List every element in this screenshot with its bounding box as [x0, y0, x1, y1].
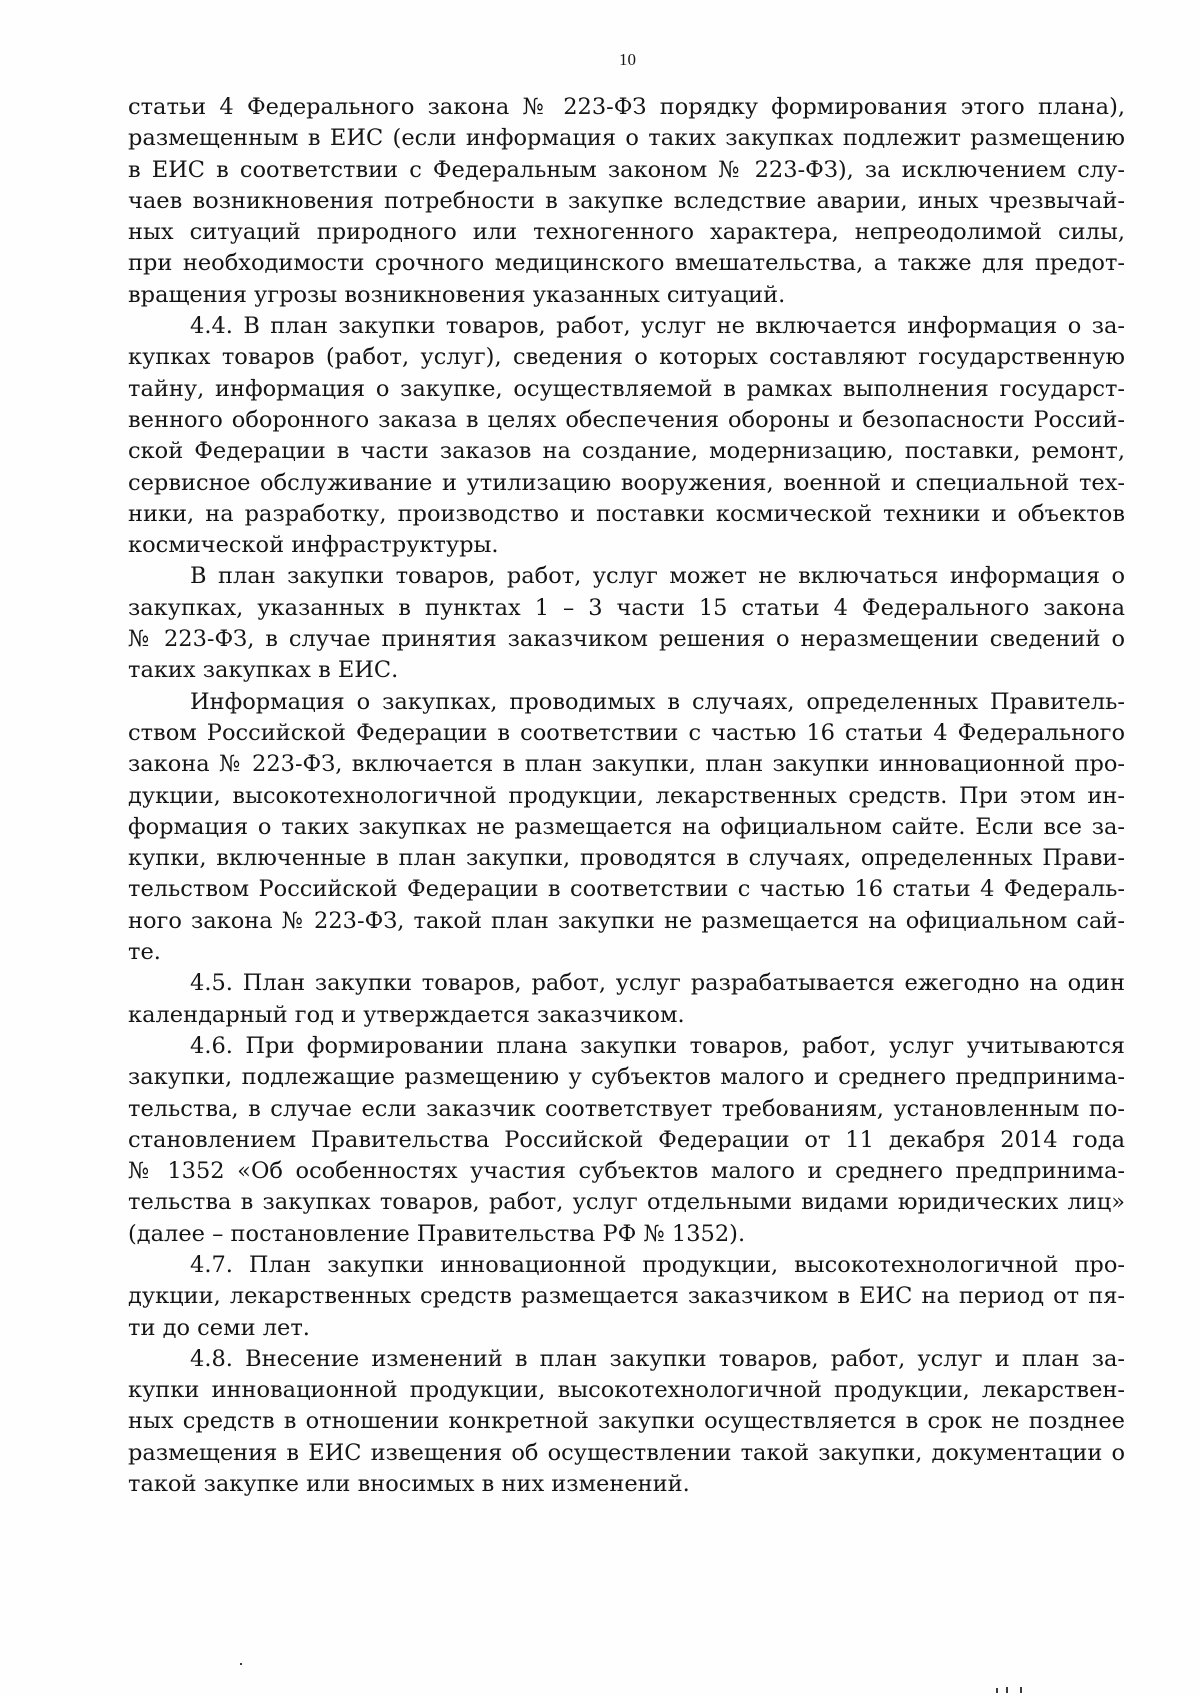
- text-line: ники, на разработку, производство и поставки космической техники и объектов: [128, 500, 1125, 527]
- text-line: ного закона № 223-ФЗ, такой план закупки не размещается на официальном сай-: [128, 907, 1125, 934]
- text-line: чаев возникновения потребности в закупке вследствие аварии, иных чрезвычай-: [128, 187, 1125, 214]
- paragraph-clause-4-7: [128, 1250, 1125, 1344]
- text-line: ской Федерации в части заказов на создание, модернизацию, поставки, ремонт,: [128, 438, 1125, 465]
- text-line: закупки, подлежащие размещению у субъектов малого и среднего предпринима-: [128, 1064, 1125, 1091]
- text-line: при необходимости срочного медицинского вмешательства, а также для предот-: [128, 250, 1125, 277]
- scan-speck: [1006, 1687, 1008, 1693]
- text-line: закупках, указанных в пунктах 1 – 3 части 15 статьи 4 Федерального закона: [128, 594, 1125, 621]
- text-line: вращения угрозы возникновения указанных ситуаций.: [128, 281, 786, 308]
- text-line: размещенным в ЕИС (если информация о таких закупках подлежит размещению: [128, 125, 1125, 152]
- text-line: № 1352 «Об особенностях участия субъектов малого и среднего предпринима-: [128, 1158, 1125, 1185]
- text-line: В план закупки товаров, работ, услуг может не включаться информация о: [190, 563, 1125, 590]
- text-line: закона № 223-ФЗ, включается в план закупки, план закупки инновационной про-: [128, 751, 1125, 778]
- text-line: дукции, лекарственных средств размещается заказчиком в ЕИС на период от пя-: [128, 1283, 1125, 1310]
- text-line: № 223-ФЗ, в случае принятия заказчиком решения о неразмещении сведений о: [128, 626, 1125, 653]
- text-line: ти до семи лет.: [128, 1314, 310, 1341]
- scan-speck: [1020, 1687, 1022, 1693]
- text-line: (далее – постановление Правительства РФ № 1352).: [128, 1220, 746, 1247]
- page-number: 10: [619, 50, 636, 69]
- text-line: такой закупке или вносимых в них изменений.: [128, 1471, 690, 1498]
- text-line: ных ситуаций природного или техногенного характера, непреодолимой силы,: [128, 219, 1125, 246]
- text-line: 4.6. При формировании плана закупки товаров, работ, услуг учитываются: [190, 1032, 1125, 1059]
- paragraph-clause-4-5: [128, 968, 1125, 1031]
- paragraph-clause-4-4-part-3: [128, 687, 1125, 969]
- paragraph-clause-4-8: [128, 1344, 1125, 1500]
- text-line: тельством Российской Федерации в соответствии с частью 16 статьи 4 Федераль-: [128, 876, 1125, 903]
- text-line: формация о таких закупках не размещается на официальном сайте. Если все за-: [128, 813, 1125, 840]
- document-body: [128, 92, 1125, 1500]
- text-line: статьи 4 Федерального закона № 223-ФЗ порядку формирования этого плана),: [128, 94, 1125, 120]
- text-line: ных средств в отношении конкретной закупки осуществляется в срок не позднее: [128, 1408, 1125, 1435]
- text-line: таких закупках в ЕИС.: [128, 657, 399, 684]
- text-line: становлением Правительства Российской Федерации от 11 декабря 2014 года: [128, 1126, 1125, 1153]
- text-line: в ЕИС в соответствии с Федеральным законом № 223-ФЗ), за исключением слу-: [128, 156, 1125, 183]
- text-line: венного оборонного заказа в целях обеспечения обороны и безопасности Россий-: [128, 406, 1125, 433]
- text-line: те.: [128, 939, 161, 966]
- text-line: размещения в ЕИС извещения об осуществлении такой закупки, документации о: [128, 1439, 1125, 1466]
- text-line: космической инфраструктуры.: [128, 532, 499, 559]
- text-line: дукции, высокотехнологичной продукции, лекарственных средств. При этом ин-: [128, 782, 1125, 809]
- paragraph-continuation-4-3: [128, 92, 1125, 311]
- text-line: 4.4. В план закупки товаров, работ, услуг не включается информация о за-: [190, 313, 1125, 340]
- scan-speck: [996, 1688, 998, 1693]
- text-line: купки инновационной продукции, высокотехнологичной продукции, лекарствен-: [128, 1377, 1125, 1404]
- text-line: тайну, информация о закупке, осуществляемой в рамках выполнения государст-: [128, 375, 1125, 402]
- text-line: купках товаров (работ, услуг), сведения о которых составляют государственную: [128, 344, 1125, 371]
- text-line: тельства в закупках товаров, работ, услуг отдельными видами юридических лиц»: [128, 1189, 1125, 1216]
- text-line: 4.7. План закупки инновационной продукции, высокотехнологичной про-: [190, 1251, 1125, 1278]
- text-line: тельства, в случае если заказчик соответствует требованиям, установленным по-: [128, 1095, 1125, 1122]
- text-line: ством Российской Федерации в соответствии с частью 16 статьи 4 Федерального: [128, 719, 1125, 746]
- paragraph-clause-4-4: [128, 311, 1125, 561]
- text-line: сервисное обслуживание и утилизацию вооружения, военной и специальной тех-: [128, 469, 1125, 496]
- text-line: Информация о закупках, проводимых в случаях, определенных Правитель-: [190, 688, 1125, 715]
- text-line: 4.5. План закупки товаров, работ, услуг разрабатывается ежегодно на один: [190, 970, 1125, 997]
- text-line: 4.8. Внесение изменений в план закупки товаров, работ, услуг и план за-: [190, 1345, 1125, 1372]
- text-line: купки, включенные в план закупки, проводятся в случаях, определенных Прави-: [128, 845, 1125, 872]
- text-line: календарный год и утверждается заказчиком.: [128, 1001, 685, 1028]
- paragraph-clause-4-4-part-2: [128, 561, 1125, 686]
- paragraph-clause-4-6: [128, 1031, 1125, 1250]
- scan-speck: [240, 1663, 242, 1665]
